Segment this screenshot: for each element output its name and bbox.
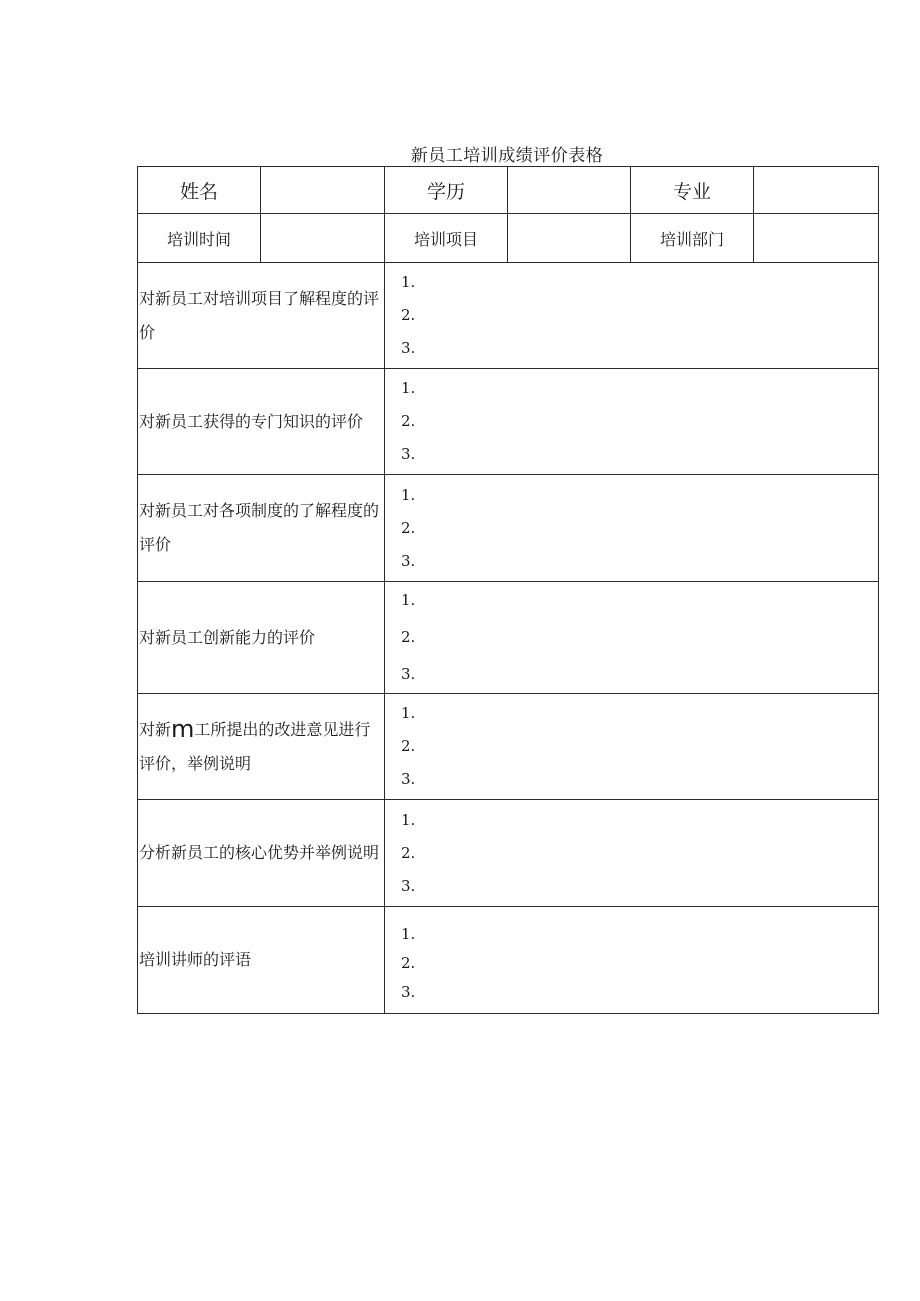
sub-row bbox=[138, 214, 879, 263]
criterion-label: 对新员工创新能力的评价 bbox=[138, 582, 385, 694]
training-dept-field[interactable] bbox=[754, 214, 879, 263]
criterion-row bbox=[138, 582, 879, 694]
list-item: 2. bbox=[401, 518, 416, 537]
criterion-row bbox=[138, 369, 879, 475]
list-item: 2. bbox=[401, 306, 416, 324]
criterion-answer-area[interactable] bbox=[385, 263, 879, 369]
criterion-label-glyph: m bbox=[171, 715, 195, 743]
list-item: 3. bbox=[401, 876, 416, 895]
criterion-label: 对新员工对各项制度的了解程度的评价 bbox=[138, 475, 385, 582]
training-time-label: 培训时间 bbox=[138, 214, 261, 263]
criterion-answer-area[interactable] bbox=[385, 369, 879, 475]
list-item: 3. bbox=[401, 445, 416, 463]
major-label: 专业 bbox=[631, 167, 754, 214]
criterion-answer-area[interactable] bbox=[385, 582, 879, 694]
criterion-row bbox=[138, 475, 879, 582]
list-item: 3. bbox=[401, 551, 416, 570]
criterion-answer-area[interactable] bbox=[385, 475, 879, 582]
header-row bbox=[138, 167, 879, 214]
list-item: 1. bbox=[401, 273, 416, 291]
list-item: 3. bbox=[401, 770, 416, 788]
list-item: 3. bbox=[401, 665, 416, 683]
list-item: 3. bbox=[401, 339, 416, 357]
training-project-label: 培训项目 bbox=[385, 214, 508, 263]
list-item: 1. bbox=[401, 810, 416, 829]
education-field[interactable] bbox=[508, 167, 631, 214]
list-item: 2. bbox=[401, 843, 416, 862]
criterion-label: 培训讲师的评语 bbox=[138, 907, 385, 1014]
training-time-field[interactable] bbox=[261, 214, 385, 263]
criterion-row bbox=[138, 694, 879, 800]
criterion-label bbox=[138, 694, 385, 800]
list-item: 1. bbox=[401, 925, 416, 943]
criterion-row bbox=[138, 907, 879, 1014]
training-project-field[interactable] bbox=[508, 214, 631, 263]
list-item: 2. bbox=[401, 954, 416, 972]
list-item: 1. bbox=[401, 704, 416, 722]
criterion-label: 分析新员工的核心优势并举例说明 bbox=[138, 800, 385, 907]
list-item: 1. bbox=[401, 485, 416, 504]
training-dept-label: 培训部门 bbox=[631, 214, 754, 263]
criterion-label: 对新员工获得的专门知识的评价 bbox=[138, 369, 385, 475]
criterion-answer-area[interactable] bbox=[385, 694, 879, 800]
criterion-answer-area[interactable] bbox=[385, 907, 879, 1014]
major-field[interactable] bbox=[754, 167, 879, 214]
list-item: 1. bbox=[401, 379, 416, 397]
criterion-row bbox=[138, 263, 879, 369]
name-label: 姓名 bbox=[138, 167, 261, 214]
form-title: 新员工培训成绩评价表格 bbox=[410, 146, 604, 166]
name-field[interactable] bbox=[261, 167, 385, 214]
list-item: 2. bbox=[401, 737, 416, 755]
criterion-row bbox=[138, 800, 879, 907]
list-item: 2. bbox=[401, 628, 416, 646]
list-item: 3. bbox=[401, 983, 416, 1001]
education-label: 学历 bbox=[385, 167, 508, 214]
list-item: 2. bbox=[401, 412, 416, 430]
evaluation-table bbox=[137, 166, 879, 1014]
list-item: 1. bbox=[401, 591, 416, 609]
criterion-label-suffix: 工所提出的改进意见进行评价，举例说明 bbox=[139, 720, 371, 773]
criterion-label: 对新员工对培训项目了解程度的评价 bbox=[138, 263, 385, 369]
criterion-answer-area[interactable] bbox=[385, 800, 879, 907]
criterion-label-prefix: 对新 bbox=[139, 720, 172, 739]
